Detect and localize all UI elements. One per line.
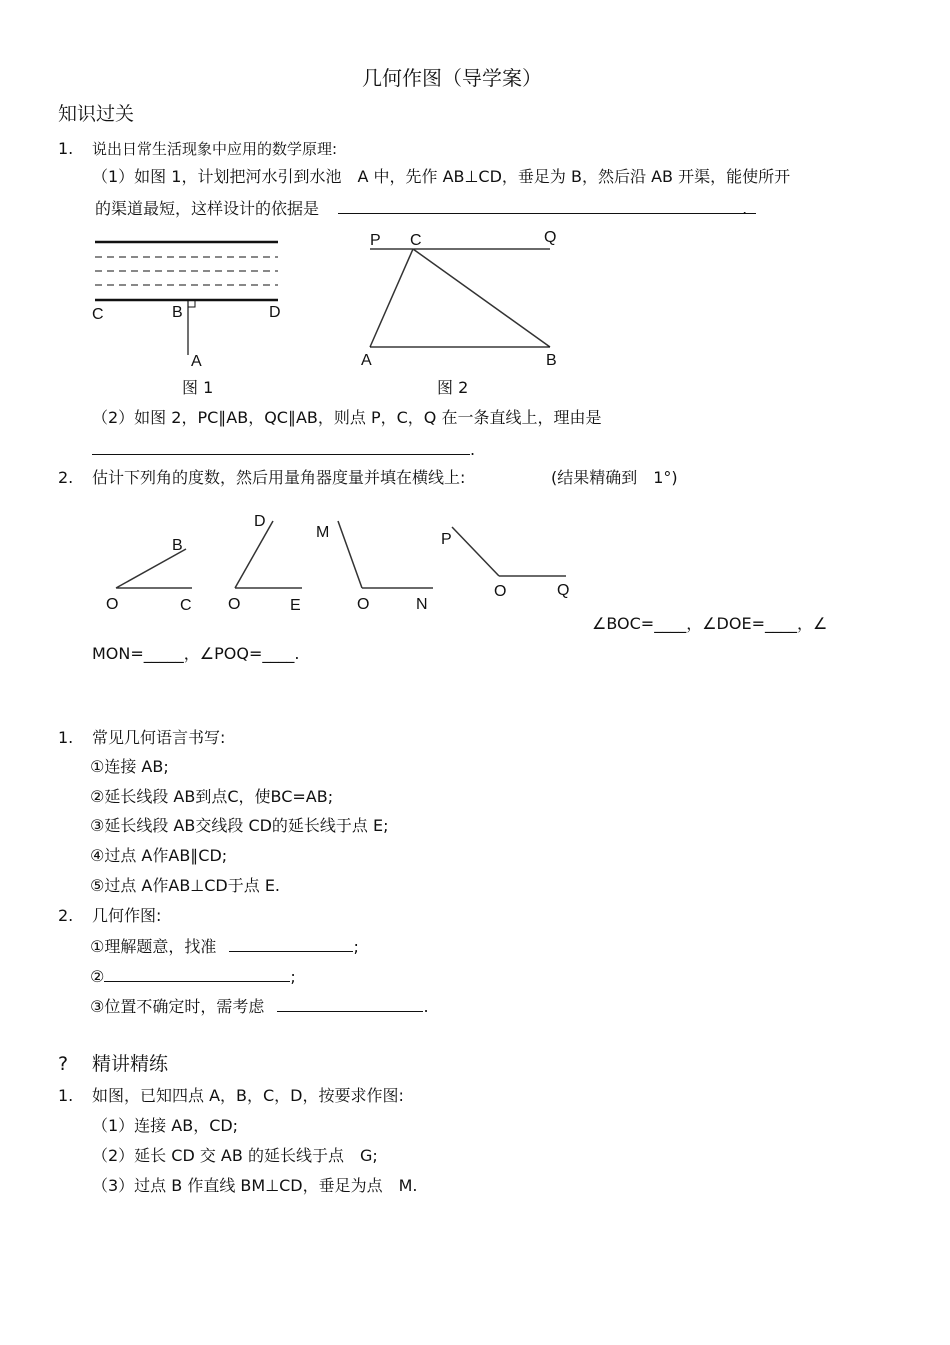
draw-item-1-text: ①理解题意，找准 [90, 937, 217, 956]
lang-item: ④过点 A作AB∥CD; [90, 846, 228, 865]
q1-stem: 说出日常生活现象中应用的数学原理: [92, 140, 338, 158]
draw-number: 2. [58, 906, 74, 925]
section-heading-practice: 精讲精练 [92, 1053, 169, 1075]
figure-1 [92, 242, 281, 370]
ex1-item: （3）过点 B 作直线 BM⊥CD，垂足为点 M. [92, 1176, 418, 1195]
ray-od [235, 521, 273, 588]
q2-answers-line1: ∠BOC=____，∠DOE=____，∠ [592, 614, 828, 633]
fig2-label-b: B [546, 352, 557, 369]
fig1-caption: 图 1 [182, 378, 214, 397]
draw-item-3-end: . [423, 997, 429, 1016]
fig1-label-c: C [92, 306, 104, 323]
angle-doe-label-e: E [290, 597, 301, 614]
ray-op [452, 527, 499, 576]
draw-item-2-text: ② [90, 967, 105, 986]
ray-ob [116, 549, 186, 588]
page-title: 几何作图（导学案） [362, 66, 542, 90]
lang-item: ②延长线段 AB到点C，使BC=AB; [90, 787, 334, 806]
angle-boc-label-o: O [106, 596, 119, 613]
angle-mon-label-o: O [357, 596, 370, 613]
q2-answers-line2: MON=_____，∠POQ=____. [92, 644, 300, 663]
draw-item-2-end: ; [290, 967, 296, 986]
lang-item: ①连接 AB; [90, 757, 169, 776]
angle-mon [316, 521, 433, 613]
q1-part2-answer-blank[interactable] [92, 438, 470, 455]
fig2-caption: 图 2 [437, 378, 469, 397]
angle-boc-label-c: C [180, 597, 192, 614]
lang-item: ③延长线段 AB交线段 CD的延长线于点 E; [90, 816, 389, 835]
fig1-label-a: A [191, 353, 202, 370]
angle-doe-label-d: D [254, 513, 266, 530]
draw-item-3 [90, 995, 429, 1017]
angle-doe-label-o: O [228, 596, 241, 613]
angle-poq-label-o: O [494, 583, 507, 600]
angle-boc-label-b: B [172, 537, 183, 554]
q1-number: 1. [58, 139, 74, 158]
draw-item-1-blank[interactable] [229, 935, 353, 952]
draw-item-3-text: ③位置不确定时，需考虑 [90, 997, 265, 1016]
q1-part2-line2 [92, 438, 475, 460]
angle-mon-label-m: M [316, 524, 330, 541]
q1-part1-end: . [742, 199, 748, 218]
lang-item: ⑤过点 A作AB⊥CD于点 E. [90, 876, 281, 895]
draw-item-1 [90, 935, 359, 957]
q1-part1-text: 的渠道最短，这样设计的依据是 [95, 199, 320, 218]
angle-poq-label-p: P [441, 531, 452, 548]
draw-item-1-end: ; [353, 937, 359, 956]
figure-2 [361, 229, 557, 369]
segment-cb [413, 249, 550, 347]
fig1-label-b: B [172, 304, 183, 321]
fig2-label-c: C [410, 232, 422, 249]
q2-note: (结果精确到 1°) [551, 468, 678, 487]
fig1-label-d: D [269, 304, 281, 321]
ex1-item: （1）连接 AB，CD; [92, 1116, 239, 1135]
draw-item-3-blank[interactable] [277, 995, 423, 1012]
section-heading-knowledge: 知识过关 [58, 103, 135, 125]
segment-ca [370, 249, 413, 347]
fig2-label-a: A [361, 352, 372, 369]
fig2-label-q: Q [544, 229, 557, 246]
q2-stem: 估计下列角的度数，然后用量角器度量并填在横线上: [92, 468, 466, 487]
angle-poq-label-q: Q [557, 582, 570, 599]
q2-number: 2. [58, 468, 74, 487]
q1-part1-line1: （1）如图 1，计划把河水引到水池 A 中，先作 AB⊥CD，垂足为 B，然后沿 AB 开渠，能使所开 [92, 167, 791, 186]
draw-item-2 [90, 965, 296, 987]
ex1-item: （2）延长 CD 交 AB 的延长线于点 G; [92, 1146, 378, 1165]
q1-part2-end: . [470, 440, 476, 459]
lang-stem: 常见几何语言书写: [92, 728, 226, 747]
ray-om [338, 521, 362, 588]
ex1-number: 1. [58, 1086, 74, 1105]
section2-mark: ? [58, 1053, 69, 1075]
fig2-label-p: P [370, 232, 381, 249]
angle-boc [106, 537, 192, 614]
angle-poq [441, 527, 569, 600]
angle-mon-label-n: N [416, 596, 428, 613]
ex1-stem: 如图，已知四点 A，B，C，D，按要求作图: [92, 1086, 404, 1105]
draw-stem: 几何作图: [92, 906, 162, 925]
q1-part2-line1: （2）如图 2，PC∥AB，QC∥AB，则点 P，C，Q 在一条直线上，理由是 [92, 408, 602, 427]
lang-number: 1. [58, 728, 74, 747]
angle-doe [228, 513, 302, 614]
draw-item-2-blank[interactable] [104, 965, 290, 982]
